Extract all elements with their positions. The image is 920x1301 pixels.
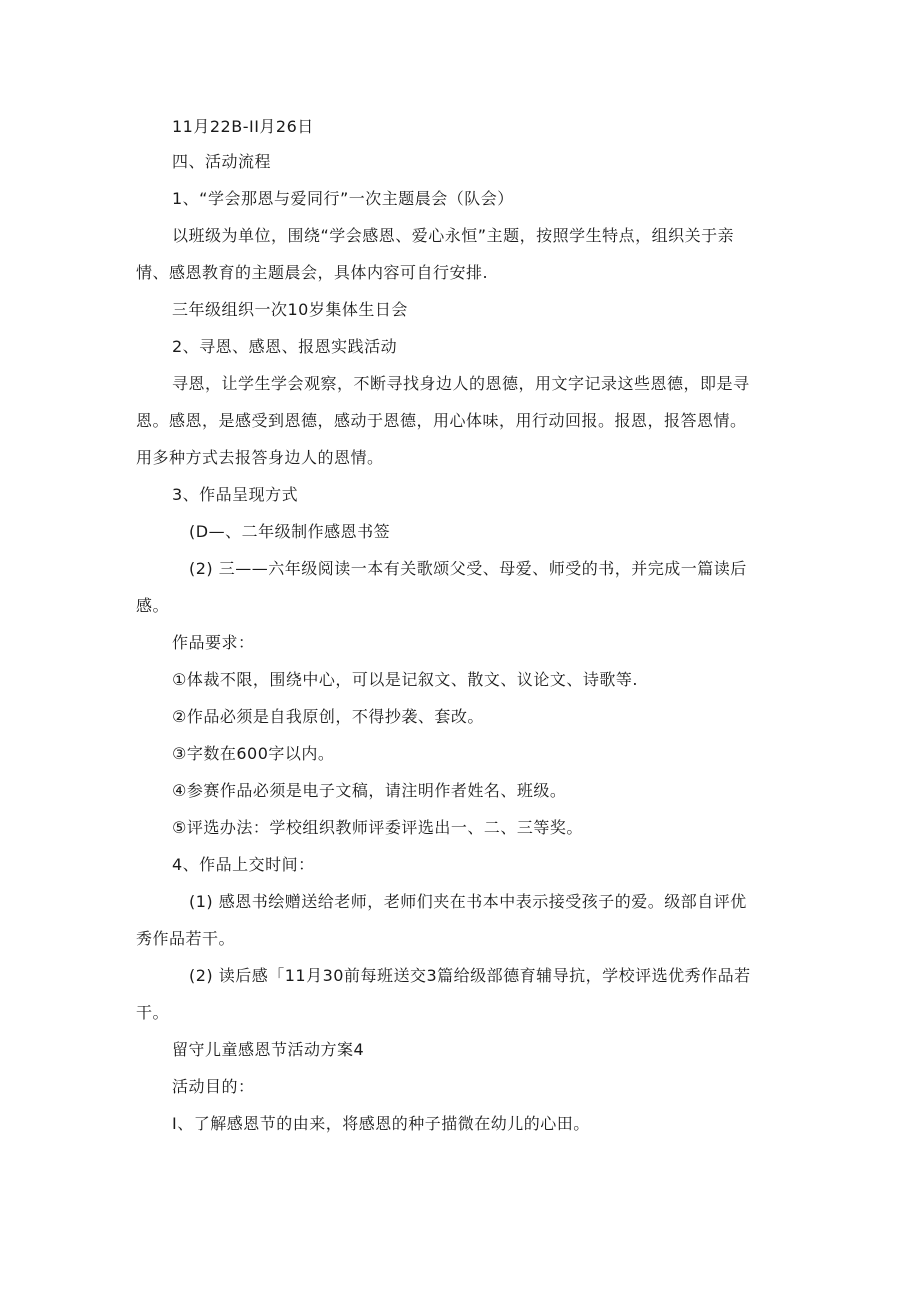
- requirement-item: ①体裁不限，围绕中心，可以是记叙文、散文、议论文、诗歌等.: [172, 670, 638, 689]
- sub-item-2: (2) 三——六年级阅读一本有关歌颂父受、母爱、师受的书，并完成一篇读后: [189, 559, 747, 578]
- paragraph-line: 秀作品若干。: [136, 929, 236, 948]
- objectives-heading: 活动目的：: [172, 1077, 255, 1096]
- paragraph-line: 寻恩，让学生学会观察，不断寻找身边人的恩德，用文字记录这些恩德，即是寻: [172, 374, 750, 393]
- item-2-heading: 2、寻恩、感恩、报恩实践活动: [172, 337, 398, 356]
- requirement-item: ⑤评选办法：学校组织教师评委评选出一、二、三等奖。: [172, 818, 583, 837]
- item-1-heading: 1、“学会那恩与爱同行”一次主题晨会（队会）: [172, 189, 514, 208]
- paragraph-line: 以班级为单位，围绕“学会感恩、爱心永恒”主题，按照学生特点，组织关于亲: [172, 226, 735, 245]
- item-3-heading: 3、作品呈现方式: [172, 485, 299, 504]
- sub-item-2: (2) 读后感「11月30前每班送交3篇给级部德育辅导抗，学校评选优秀作品若: [189, 966, 751, 985]
- sub-item-1: (D—、二年级制作感恩书签: [189, 522, 391, 541]
- date-range-line: 11月22B-II月26日: [172, 117, 314, 136]
- requirement-item: ④参赛作品必须是电子文稿，请注明作者姓名、班级。: [172, 781, 567, 800]
- objective-item: I、了解感恩节的由来，将感恩的种子描微在幼儿的心田。: [172, 1114, 590, 1133]
- requirement-item: ②作品必须是自我原创，不得抄袭、套改。: [172, 707, 484, 726]
- requirements-heading: 作品要求：: [172, 633, 255, 652]
- paragraph-line: 感。: [136, 596, 170, 615]
- paragraph-line: 三年级组织一次10岁集体生日会: [172, 300, 408, 319]
- section-heading-process: 四、活动流程: [172, 152, 272, 171]
- paragraph-line: 用多种方式去报答身边人的恩情。: [136, 448, 384, 467]
- item-4-heading: 4、作品上交时间：: [172, 855, 315, 874]
- requirement-item: ③字数在600字以内。: [172, 744, 335, 763]
- paragraph-line: 干。: [136, 1003, 170, 1022]
- sub-item-1: (1) 感恩书绘赠送给老师，老师们夹在书本中表示接受孩子的爱。级部自评优: [189, 892, 747, 911]
- plan-title: 留守儿童感恩节活动方案4: [172, 1040, 365, 1059]
- paragraph-line: 恩。感恩，是感受到恩德，感动于恩德，用心体味，用行动回报。报恩，报答恩情。: [136, 411, 747, 430]
- paragraph-line: 情、感恩教育的主题晨会，具体内容可自行安排.: [136, 263, 489, 282]
